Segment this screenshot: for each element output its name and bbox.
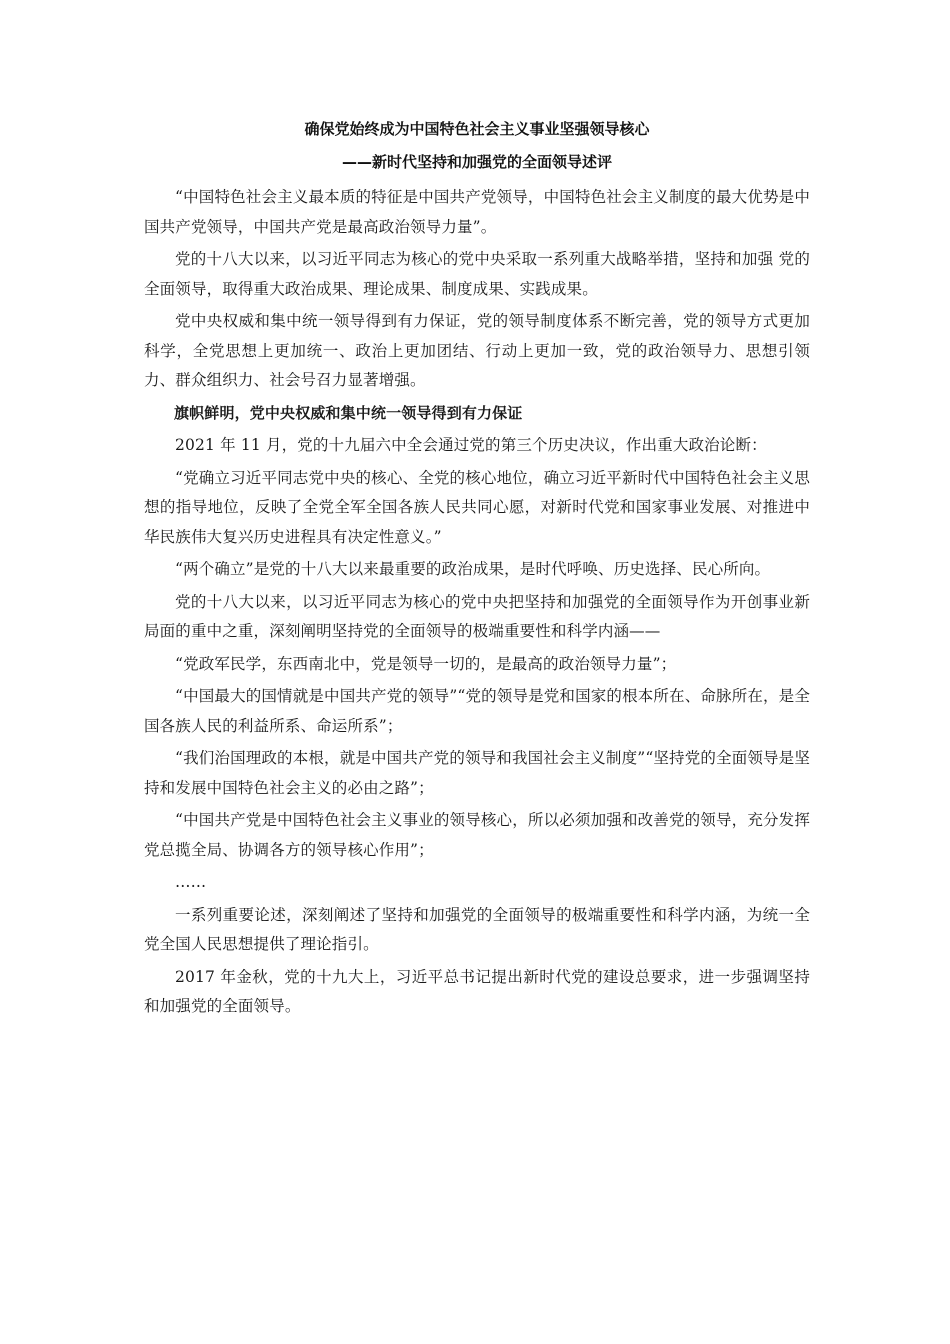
article-title: 确保党始终成为中国特色社会主义事业坚强领导核心 <box>304 120 650 138</box>
paragraph: 党中央权威和集中统一领导得到有力保证，党的领导制度体系不断完善，党的领导方式更加科学，全党思想上更加统一、政治上更加团结、行动上更加一致，党的政治领导力、思想引领力、群众组织力、社会号召力显著增强。 <box>144 312 810 389</box>
article-body <box>144 118 810 1025</box>
paragraph: 2021 年 11 月，党的十九届六中全会通过党的第三个历史决议，作出重大政治论断： <box>175 436 767 454</box>
paragraph: 党的十八大以来，以习近平同志为核心的党中央把坚持和加强党的全面领导作为开创事业新局面的重中之重，深刻阐明坚持党的全面领导的极端重要性和科学内涵—— <box>144 592 810 640</box>
paragraph: 党的十八大以来，以习近平同志为核心的党中央采取一系列重大战略举措，坚持和加强 党的全面领导，取得重大政治成果、理论成果、制度成果、实践成果。 <box>144 250 810 298</box>
quote-paragraph: “党确立习近平同志党中央的核心、全党的核心地位，确立习近平新时代中国特色社会主义思想的指导地位，反映了全党全军全国各族人民共同心愿，对新时代党和国家事业发展、对推进中华民族伟大复兴历史进程具有决定性意义。” <box>144 468 810 546</box>
quote-paragraph: “中国最大的国情就是中国共产党的领导”“党的领导是党和国家的根本所在、命脉所在，是全国各族人民的利益所系、命运所系”； <box>144 687 810 735</box>
article-subtitle: ——新时代坚持和加强党的全面领导述评 <box>341 153 612 171</box>
quote-paragraph: “中国共产党是中国特色社会主义事业的领导核心，所以必须加强和改善党的领导，充分发挥党总揽全局、协调各方的领导核心作用”； <box>144 811 810 859</box>
quote-paragraph: “党政军民学，东西南北中，党是领导一切的，是最高的政治领导力量”； <box>175 654 677 673</box>
paragraph: “中国特色社会主义最本质的特征是中国共产党领导，中国特色社会主义制度的最大优势是中国共产党领导，中国共产党是最高政治领导力量”。 <box>144 188 810 236</box>
ellipsis: …… <box>175 873 207 891</box>
paragraph: 2017 年金秋，党的十九大上，习近平总书记提出新时代党的建设总要求，进一步强调坚持和加强党的全面领导。 <box>144 967 810 1015</box>
quote-paragraph: “我们治国理政的本根，就是中国共产党的领导和我国社会主义制度”“坚持党的全面领导是坚持和发展中国特色社会主义的必由之路”； <box>144 749 810 797</box>
section-heading: 旗帜鲜明，党中央权威和集中统一领导得到有力保证 <box>174 403 523 422</box>
paragraph: 一系列重要论述，深刻阐述了坚持和加强党的全面领导的极端重要性和科学内涵，为统一全党全国人民思想提供了理论指引。 <box>144 905 810 953</box>
paragraph: “两个确立”是党的十八大以来最重要的政治成果，是时代呼唤、历史选择、民心所向。 <box>175 560 771 578</box>
